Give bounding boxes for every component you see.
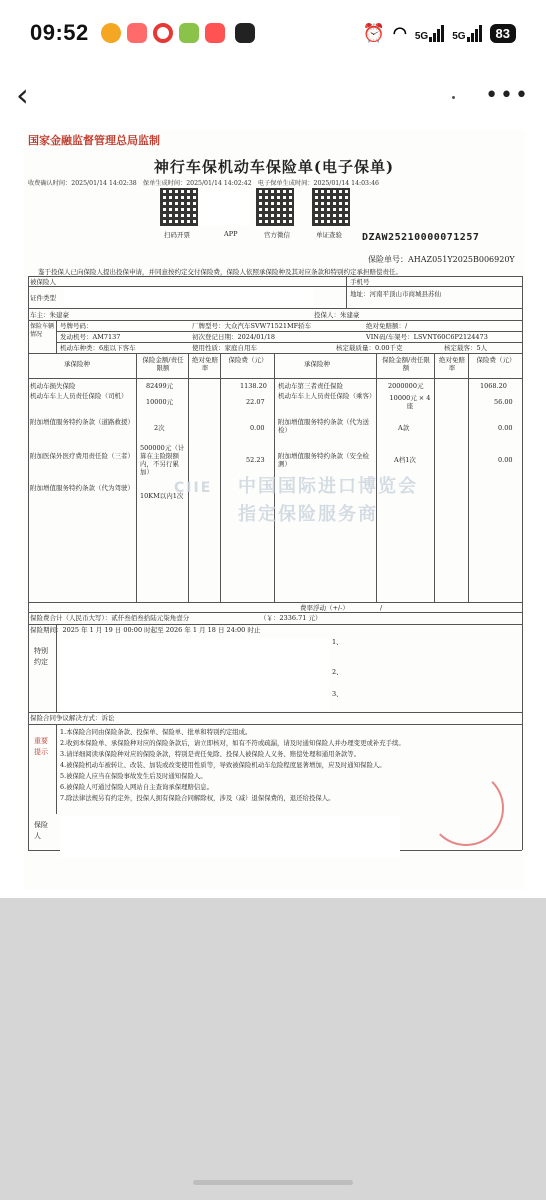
qr-label: APP: [224, 230, 238, 238]
total-premium-number: （￥：2336.71 元）: [260, 614, 322, 622]
col-premium: 保险费（元）: [228, 356, 268, 364]
phone-label: 手机号: [350, 278, 370, 286]
watermark-text: 中国国际进口博览会: [238, 476, 418, 497]
important-item: 6.被保险人可通过保险人网站自主查询承保理赔信息。: [60, 783, 214, 791]
coverage-kind: 附加增值服务特约条款（代为送检）: [278, 418, 369, 435]
status-bar: [0, 0, 546, 66]
registration-date: 初次登记日期：2024/01/18: [192, 333, 275, 341]
app-circle-icon: [153, 23, 173, 43]
coverage-kind: 附加增值服务特约条款（安全检测）: [278, 452, 369, 469]
coverage-amount: 10000元 × 4座: [389, 394, 431, 411]
important-item: 3.请详细阅读承保险种对应的保险条款，特别是责任免除、投保人被保险人义务、赔偿处理和通用条款等。: [60, 750, 361, 758]
coverage-amount: 2次: [154, 424, 165, 432]
important-item: 4.被保险机动车被转让、改装、加装或改变使用性质等，导致被保险机动车危险程度显著增加，应及时通知保险人。: [60, 761, 386, 769]
col-kind: 承保险种: [304, 360, 330, 368]
generation-times: 收费确认时间：2025/01/14 14:02:38 保单生成时间：2025/01/14 14:02:42 电子保单生成时间：2025/01/14 14:03:46: [28, 180, 379, 187]
document-image-view[interactable]: [0, 124, 546, 898]
special-term: 1、: [332, 638, 343, 646]
more-menu-button[interactable]: •••: [485, 82, 530, 108]
app-pink-icon: [205, 23, 225, 43]
seat-count: 核定载客：5人: [444, 344, 488, 352]
col-kind: 承保险种: [64, 360, 90, 368]
coverage-amount: 10KM以内1次: [140, 492, 184, 500]
qr-code-icon: [160, 188, 198, 226]
qr-label: 单证查验: [316, 231, 342, 239]
col-rate: 绝对免赔率: [192, 356, 218, 373]
qr-code-icon: [256, 188, 294, 226]
coverage-premium: 52.23: [246, 456, 265, 464]
col-rate: 绝对免赔率: [439, 356, 465, 373]
coverage-premium: 22.07: [246, 398, 265, 406]
plate-number: 号牌号码：: [60, 322, 93, 330]
insurer-label: 保险人: [34, 821, 48, 840]
app-house-icon: [179, 23, 199, 43]
coverage-amount: 10000元: [146, 398, 174, 406]
redacted-area: [64, 288, 314, 306]
notification-icons: [101, 23, 255, 43]
vehicle-section-label: 保险车辆情况: [30, 323, 55, 338]
engine-number: 发动机号：AM7137: [60, 333, 121, 341]
id-type-label: 证件类型: [30, 294, 56, 302]
coverage-kind: 附加增值服务特约条款（代为驾驶）: [30, 484, 134, 492]
signal-icon-2: 5G: [452, 25, 481, 42]
coverage-kind: 机动车车上人员责任保险（乘客）: [278, 392, 376, 400]
coverage-premium: 0.00: [498, 456, 513, 464]
vehicle-type: 机动车种类：6座以下客车: [60, 344, 136, 352]
coverage-premium: 1068.20: [480, 382, 507, 390]
load-weight: 核定载质量：0.00千克: [336, 344, 403, 352]
insurance-policy-document: [24, 130, 524, 890]
usage-type: 使用性质：家庭自用车: [192, 344, 257, 352]
qr-label: 官方微信: [264, 231, 290, 239]
coverage-kind: 附加增值服务特约条款（道路救援）: [30, 418, 134, 426]
vehicle-model: 厂牌型号：大众汽车SVW71521MF轿车: [192, 322, 312, 330]
nav-dot: [452, 96, 455, 99]
redacted-area: [60, 816, 400, 858]
address-field: 地址：河南平顶山市商城县苏仙: [350, 290, 441, 298]
coverage-kind: 机动车第三者责任保险: [278, 382, 343, 390]
coverage-premium: 0.00: [250, 424, 265, 432]
important-item: 5.被保险人应当在保险事故发生后及时通知保险人。: [60, 772, 207, 780]
vehicle-owner: 车主：朱建豪: [30, 311, 69, 319]
redacted-area: [200, 190, 250, 226]
signal-icon-1: 5G: [415, 25, 444, 42]
rate-float-value: /: [380, 604, 383, 612]
coverage-kind: 机动车损失保险: [30, 382, 76, 390]
dispute-resolution: 保险合同争议解决方式：诉讼: [30, 714, 115, 722]
important-item: 7.除法律法规另有约定外，投保人拥有保险合同解除权，涉及（减）退保保费的，退还给投保人。: [60, 794, 335, 802]
coverage-premium: 0.00: [498, 424, 513, 432]
special-terms-label: 特别约定: [34, 647, 48, 667]
special-term: 3、: [332, 690, 343, 698]
home-indicator[interactable]: [193, 1180, 353, 1185]
coverage-kind: 机动车车上人员责任保险（司机）: [30, 392, 128, 400]
coverage-kind: 附加医保外医疗费用责任险（三者）: [30, 452, 134, 460]
battery-icon: 83: [490, 24, 516, 43]
policy-notice: 鉴于投保人已向保险人提出投保申请，并同意按约定交付保险费，保险人依照承保险种及其对应条款和特别约定承担赔偿责任。: [38, 268, 402, 276]
coverage-premium: 56.00: [494, 398, 513, 406]
weibo-icon: [101, 23, 121, 43]
total-premium: 保险费合计（人民币大写）：贰仟叁佰叁拾陆元柒角壹分: [30, 614, 190, 622]
issuer-label: 国家金融监督管理总局监制: [28, 134, 160, 147]
col-premium: 保险费（元）: [476, 356, 516, 364]
qr-label: 扫码开票: [164, 231, 190, 239]
insured-label: 被保险人: [30, 278, 56, 286]
col-amount: 保险金额/责任限额: [382, 356, 430, 373]
status-time: 09:52: [30, 20, 89, 45]
qr-code-icon: [312, 188, 350, 226]
more-notifications-icon: [235, 23, 255, 43]
special-term: 2、: [332, 668, 343, 676]
deductible: 绝对免赔额：/: [366, 322, 408, 330]
important-notice-label: 重要提示: [34, 737, 48, 756]
coverage-amount: 82499元: [146, 382, 174, 390]
chevron-left-icon[interactable]: ‹: [16, 76, 29, 114]
col-amount: 保险金额/责任限额: [142, 356, 184, 373]
company-seal: [428, 770, 504, 846]
important-item: 1.本保险合同由保险条款、投保单、保险单、批单和特别约定组成。: [60, 728, 252, 736]
policy-number: 保险单号：AHAZ051Y2025B006920Y: [368, 255, 515, 264]
important-item: 2.收到本保险单、承保险种对应的保险条款后，请立即核对，如有不符或疏漏，请及时通知保险人并办理变更或补充手续。: [60, 739, 405, 747]
rate-float-label: 费率浮动（+/-）: [300, 604, 349, 612]
vin-number: VIN码/车架号：LSVNT60C6P2124473: [366, 333, 488, 341]
wifi-icon: ◠: [392, 25, 407, 42]
watermark-text: 指定保险服务商: [238, 504, 378, 525]
coverage-amount: A档1次: [394, 456, 416, 464]
alarm-icon: ⏰: [362, 22, 385, 43]
document-title: 神行车保机动车保险单(电子保单): [153, 158, 395, 176]
policy-holder: 投保人：朱建豪: [314, 311, 360, 319]
system-icons: [362, 23, 516, 44]
ciie-logo: CIIE: [174, 480, 213, 496]
coverage-amount: 2000000元: [388, 382, 424, 390]
insurance-period: 保险期间：2025 年 1 月 19 日 00:00 时起至 2026 年 1 月 18 日 24:00 时止: [30, 626, 261, 634]
coverage-amount: 500000元（计算在主险限额内，不另行累加）: [140, 444, 185, 477]
app-red-icon: [127, 23, 147, 43]
document-code: DZAW25210000071257: [362, 232, 480, 243]
top-nav: [0, 66, 546, 124]
coverage-amount: A款: [398, 424, 410, 432]
coverage-premium: 1138.20: [240, 382, 267, 390]
redacted-area: [60, 638, 330, 710]
